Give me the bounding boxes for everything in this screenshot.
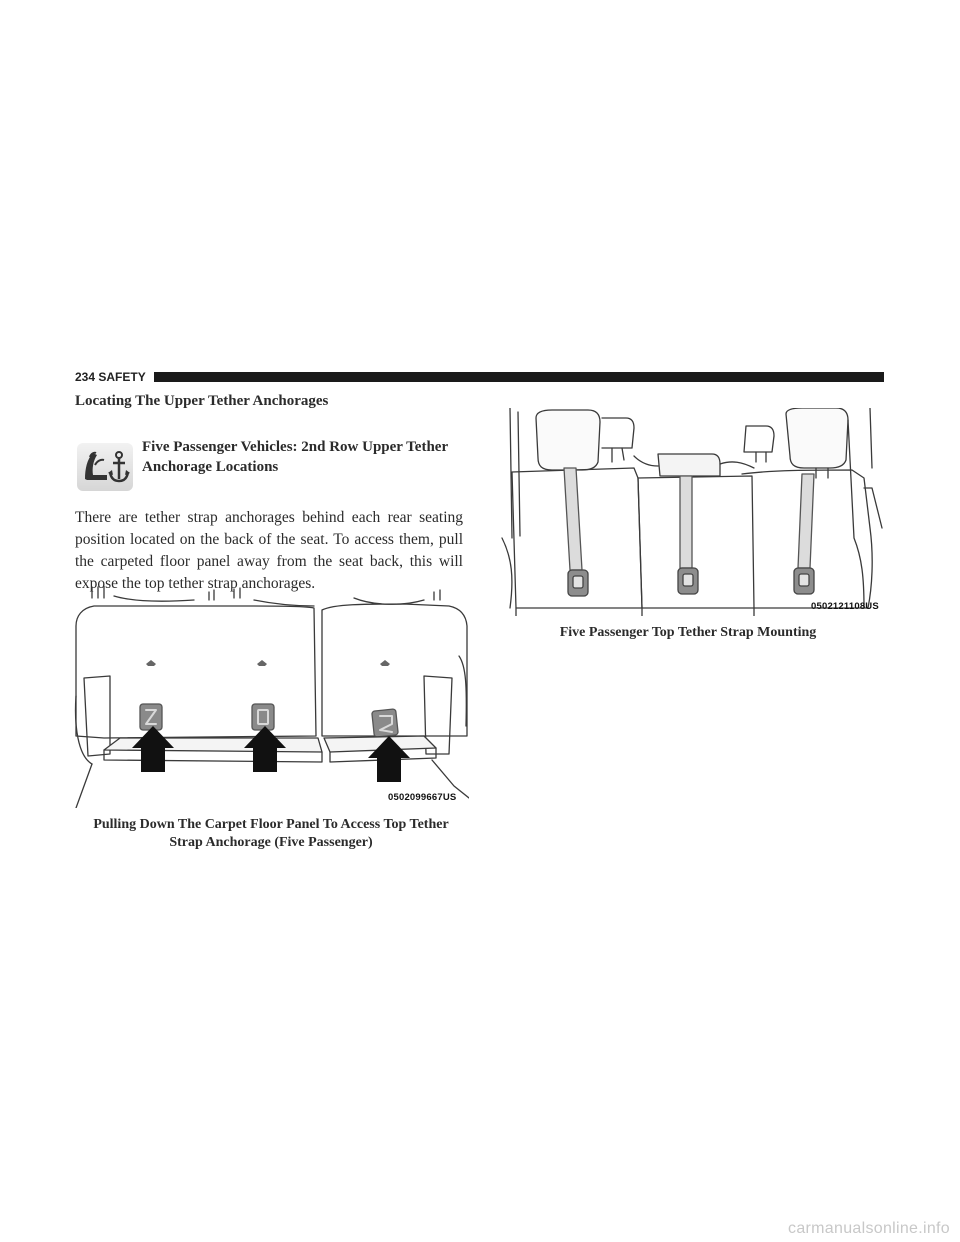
page-number-section: 234 SAFETY [75, 370, 146, 384]
section-title: Locating The Upper Tether Anchorages [75, 393, 329, 409]
watermark-text: carmanualsonline.info [788, 1220, 950, 1237]
note-text: Five Passenger Vehicles: 2nd Row Upper Tether Anchorage Locations [142, 439, 448, 475]
figure-code: 0502099667US [388, 792, 457, 803]
page-header [75, 369, 884, 385]
right-figure-caption: Five Passenger Top Tether Strap Mounting [559, 625, 817, 640]
header-rule [154, 372, 884, 382]
tether-strap-mounting-figure [492, 408, 884, 616]
left-figure-caption: Pulling Down The Carpet Floor Panel To Access Top Tether Strap Anchorage (Five Passenger) [93, 817, 449, 850]
carpet-floor-panel-figure [74, 586, 469, 808]
body-paragraph: There are tether strap anchorages behind each rear seating position located on the back of the seat. To access them, pull the carpeted floor panel away from the seat back, this will expose the top tether strap anchorages. [75, 509, 463, 592]
child-seat-anchor-icon [77, 443, 133, 491]
figure-code: 0502121108US [811, 601, 879, 612]
